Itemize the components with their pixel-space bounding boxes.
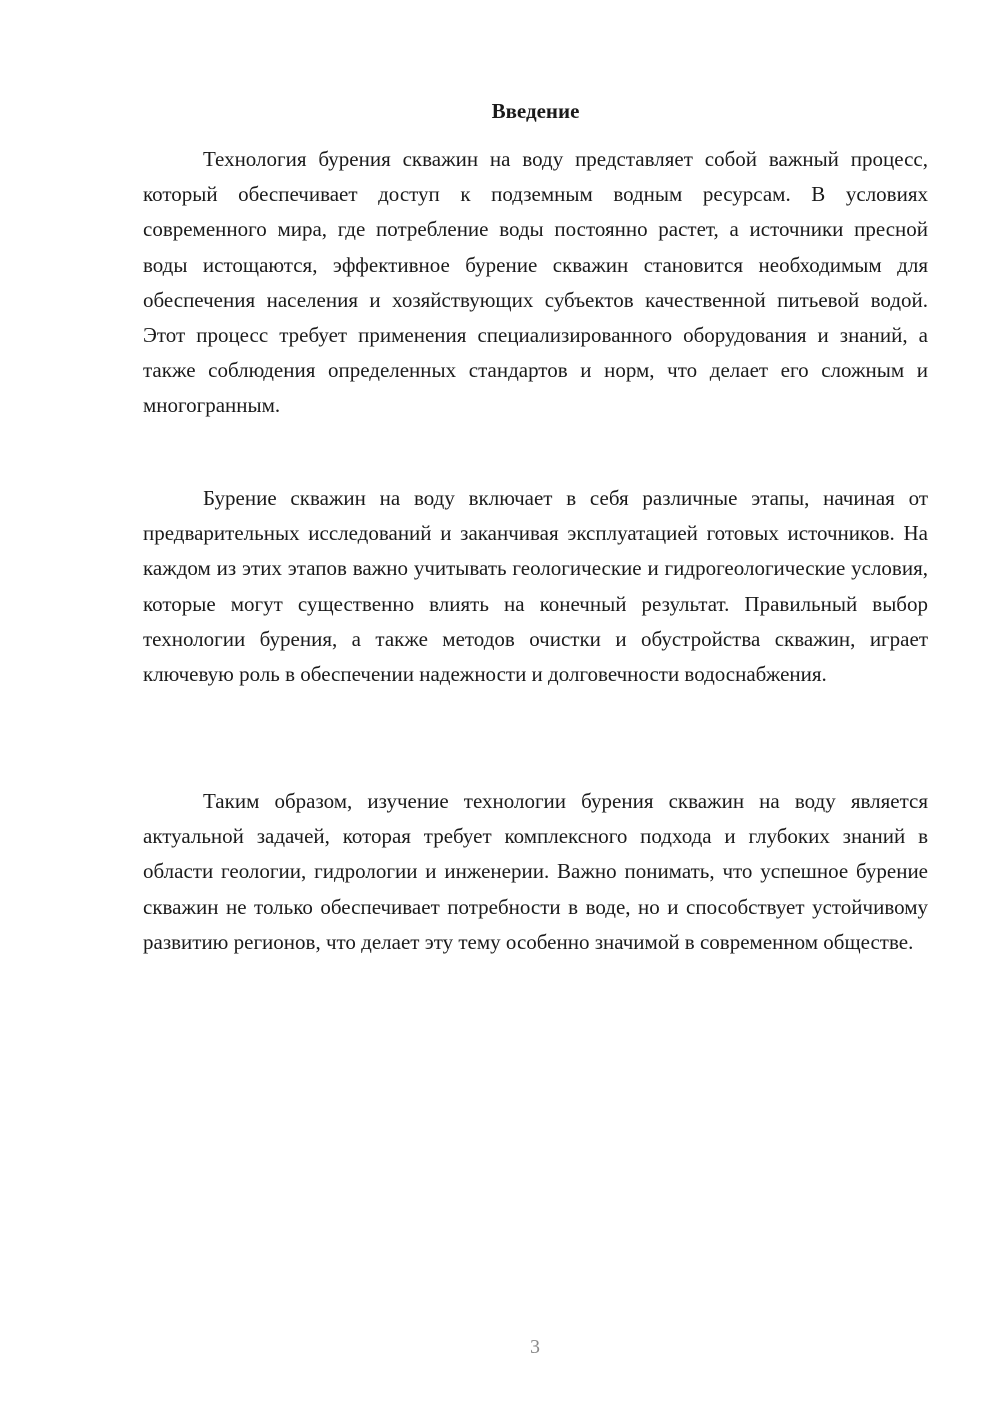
paragraph-1 <box>143 142 928 424</box>
paragraph-text: Бурение скважин на воду включает в себя различные этапы, начиная от предварительных исследований и заканчивая эксплуатацией готовых источников. На каждом из этих этапов важно учитывать геологические и гидрогеологические условия, которые могут существенно влиять на конечный результат. Правильный выбор технологии бурения, а также методов очистки и обустройства скважин, играет ключевую роль в обеспечении надежности и долговечности водоснабжения. <box>143 486 928 687</box>
paragraph-text: Таким образом, изучение технологии бурения скважин на воду является актуальной задачей, которая требует комплексного подхода и глубоких знаний в области геологии, гидрологии и инженерии. Важно понимать, что успешное бурение скважин не только обеспечивает потребности в воде, но и способствует устойчивому развитию регионов, что делает эту тему особенно значимой в современном обществе. <box>143 789 928 954</box>
paragraph-text: Технология бурения скважин на воду представляет собой важный процесс, который обеспечивает доступ к подземным водным ресурсам. В условиях современного мира, где потребление воды постоянно растет, а источники пресной воды истощаются, эффективное бурение скважин становится необходимым для обеспечения населения и хозяйствующих субъектов качественной питьевой водой. Этот процесс требует применения специализированного оборудования и знаний, а также соблюдения определенных стандартов и норм, что делает его сложным и многогранным. <box>143 147 928 418</box>
page-title: Введение <box>491 99 580 123</box>
paragraph-2 <box>143 481 928 692</box>
paragraph-3 <box>143 784 928 960</box>
page-number: 3 <box>530 1336 540 1358</box>
